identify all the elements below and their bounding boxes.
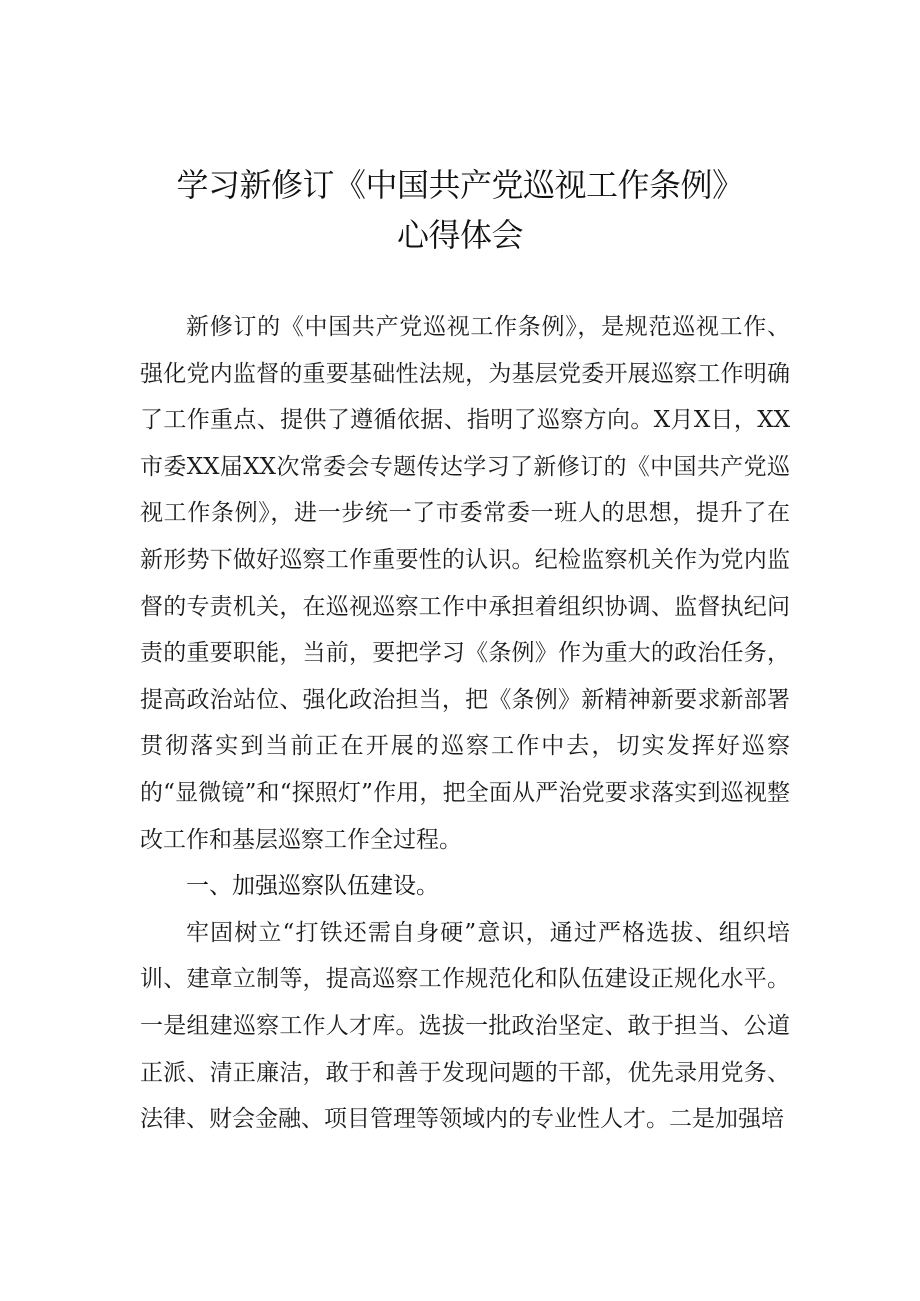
- document-title: [0, 160, 920, 260]
- paragraph-section-1: 牢固树立“打铁还需自身硬”意识，通过严格选拔、组织培训、建章立制等，提高巡察工作规范化和队伍建设正规化水平。一是组建巡察工作人才库。选拔一批政治坚定、敢于担当、公道正派、清正廉洁，敢于和善于发现问题的干部，优先录用党务、法律、财会金融、项目管理等领域内的专业性人才。二是加强培: [140, 919, 790, 1133]
- document-body: [140, 304, 790, 1143]
- section-heading-1: 一、加强巡察队伍建设。: [186, 873, 439, 900]
- paragraph-intro: 新修订的《中国共产党巡视工作条例》，是规范巡视工作、强化党内监督的重要基础性法规，为基层党委开展巡察工作明确了工作重点、提供了遵循依据、指明了巡察方向。X月X日，XX市委XX届XX次常委会专题传达学习了新修订的《中国共产党巡视工作条例》，进一步统一了市委常委一班人的思想，提升了在新形势下做好巡察工作重要性的认识。纪检监察机关作为党内监督的专责机关，在巡视巡察工作中承担着组织协调、监督执纪问责的重要职能，当前，要把学习《条例》作为重大的政治任务，提高政治站位、强化政治担当，把《条例》新精神新要求新部署贯彻落实到当前正在开展的巡察工作中去，切实发挥好巡察的“显微镜”和“探照灯”作用，把全面从严治党要求落实到巡视整改工作和基层巡察工作全过程。: [140, 314, 790, 853]
- title-line-2: 心得体会: [396, 216, 523, 254]
- title-line-1: 学习新修订《中国共产党巡视工作条例》: [176, 166, 744, 204]
